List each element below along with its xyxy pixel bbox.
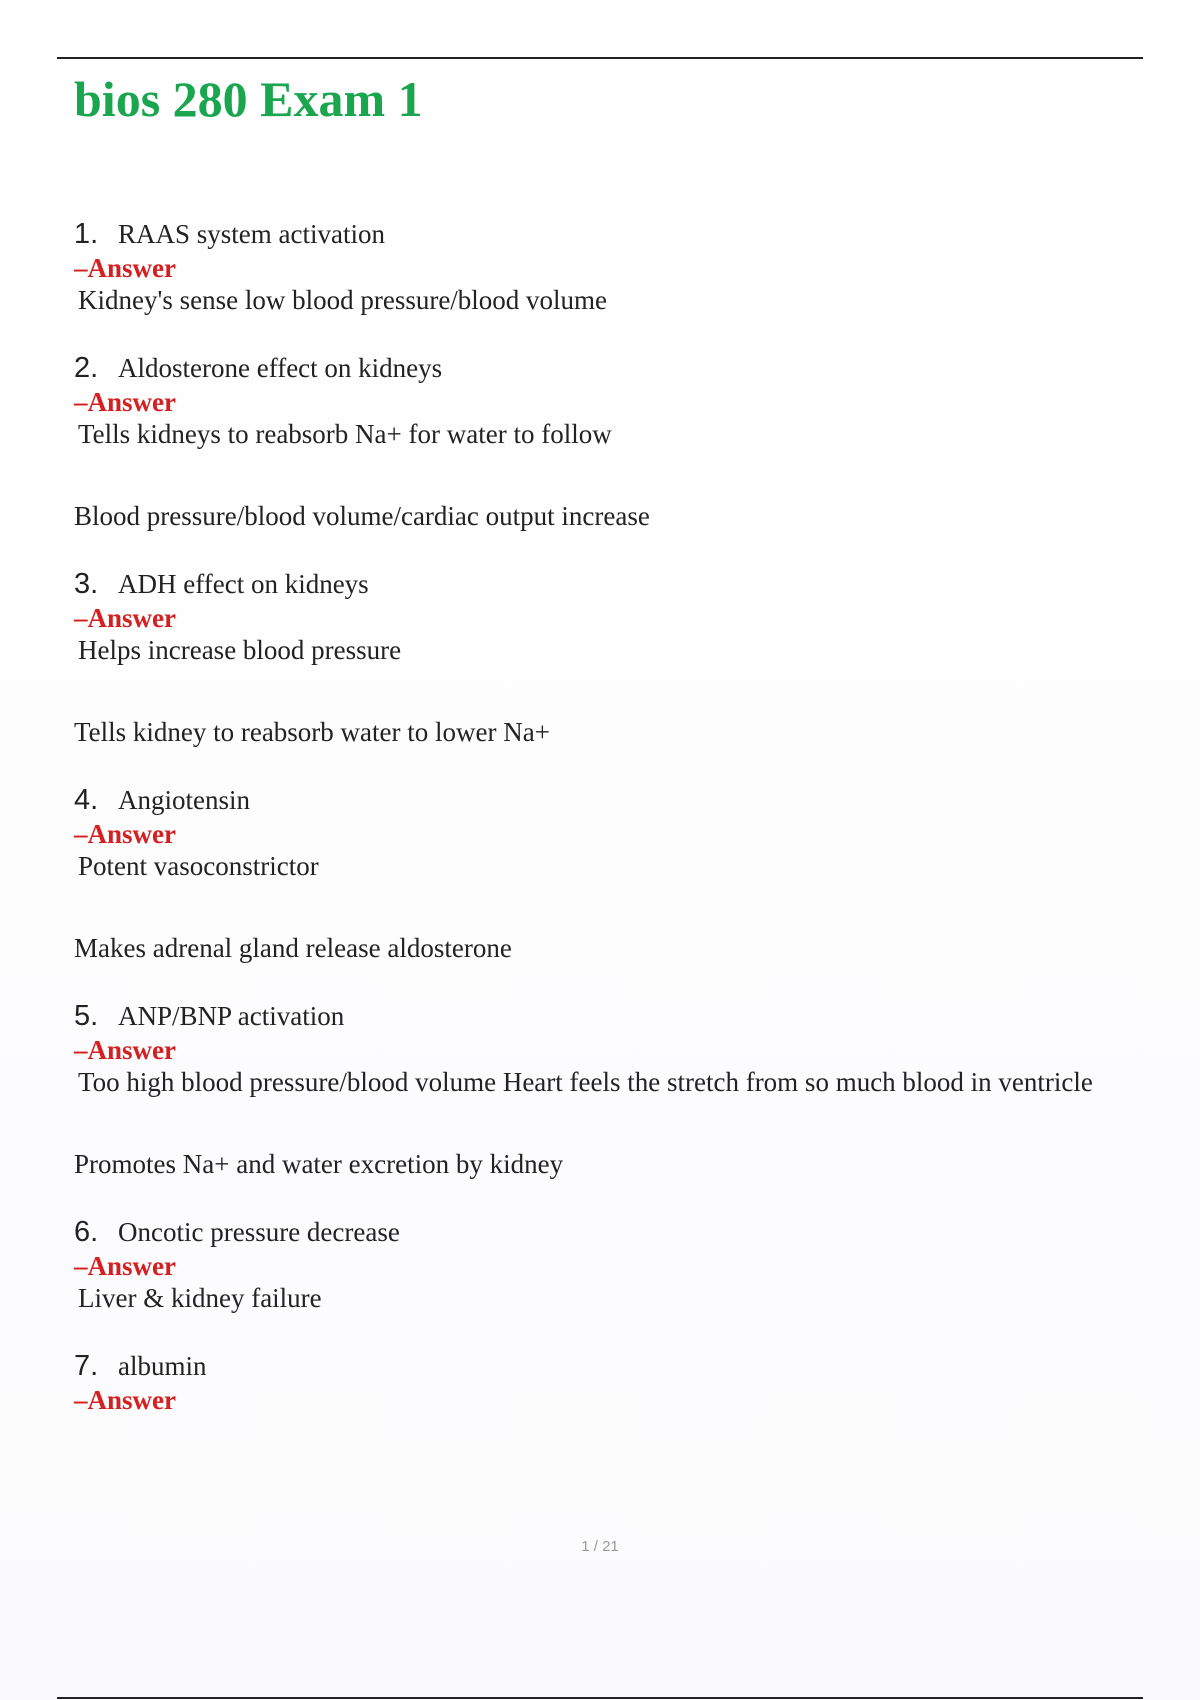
answer-label: –Answer xyxy=(74,253,176,283)
question-text: Angiotensin xyxy=(118,785,250,815)
question-item xyxy=(74,352,1154,532)
question-list xyxy=(74,218,1154,1452)
question-number: 4. xyxy=(74,784,99,816)
question-text: Oncotic pressure decrease xyxy=(118,1217,400,1247)
question-number: 1. xyxy=(74,218,99,250)
question-item xyxy=(74,1350,1154,1416)
answer-extra-text: Tells kidney to reabsorb water to lower Na+ xyxy=(74,717,550,747)
question-text: RAAS system activation xyxy=(118,219,385,249)
question-item xyxy=(74,568,1154,748)
question-number: 7. xyxy=(74,1350,99,1382)
top-divider xyxy=(57,57,1143,59)
question-header xyxy=(74,1350,1154,1384)
question-item xyxy=(74,784,1154,964)
page-number-indicator: 1 / 21 xyxy=(581,1538,619,1555)
answer-label: –Answer xyxy=(74,603,176,633)
page-title: bios 280 Exam 1 xyxy=(74,71,423,127)
answer-text: Liver & kidney failure xyxy=(78,1283,322,1313)
answer-text: Potent vasoconstrictor xyxy=(78,851,319,881)
answer-extra-text: Makes adrenal gland release aldosterone xyxy=(74,933,512,963)
question-header xyxy=(74,352,1154,386)
question-header xyxy=(74,218,1154,252)
answer-extra-text: Promotes Na+ and water excretion by kidney xyxy=(74,1149,564,1179)
answer-label: –Answer xyxy=(74,1251,176,1281)
question-text: Aldosterone effect on kidneys xyxy=(118,353,443,383)
answer-text: Kidney's sense low blood pressure/blood volume xyxy=(78,285,608,315)
question-header xyxy=(74,1216,1154,1250)
question-text: ADH effect on kidneys xyxy=(118,569,369,599)
question-item xyxy=(74,1000,1154,1180)
answer-label: –Answer xyxy=(74,1035,176,1065)
question-item xyxy=(74,1216,1154,1314)
question-header xyxy=(74,784,1154,818)
answer-text: Helps increase blood pressure xyxy=(78,635,402,665)
answer-label: –Answer xyxy=(74,387,176,417)
question-number: 3. xyxy=(74,568,99,600)
question-item xyxy=(74,218,1154,316)
answer-text: Too high blood pressure/blood volume Heart feels the stretch from so much blood in ventricle xyxy=(78,1067,1093,1097)
answer-label: –Answer xyxy=(74,1385,176,1415)
question-text: ANP/BNP activation xyxy=(118,1001,345,1031)
question-header xyxy=(74,1000,1154,1034)
answer-extra-text: Blood pressure/blood volume/cardiac output increase xyxy=(74,501,650,531)
question-number: 2. xyxy=(74,352,99,384)
bottom-divider xyxy=(57,1697,1143,1699)
answer-label: –Answer xyxy=(74,819,176,849)
question-number: 5. xyxy=(74,1000,99,1032)
answer-text: Tells kidneys to reabsorb Na+ for water to follow xyxy=(78,419,612,449)
question-text: albumin xyxy=(118,1351,207,1381)
question-header xyxy=(74,568,1154,602)
question-number: 6. xyxy=(74,1216,99,1248)
